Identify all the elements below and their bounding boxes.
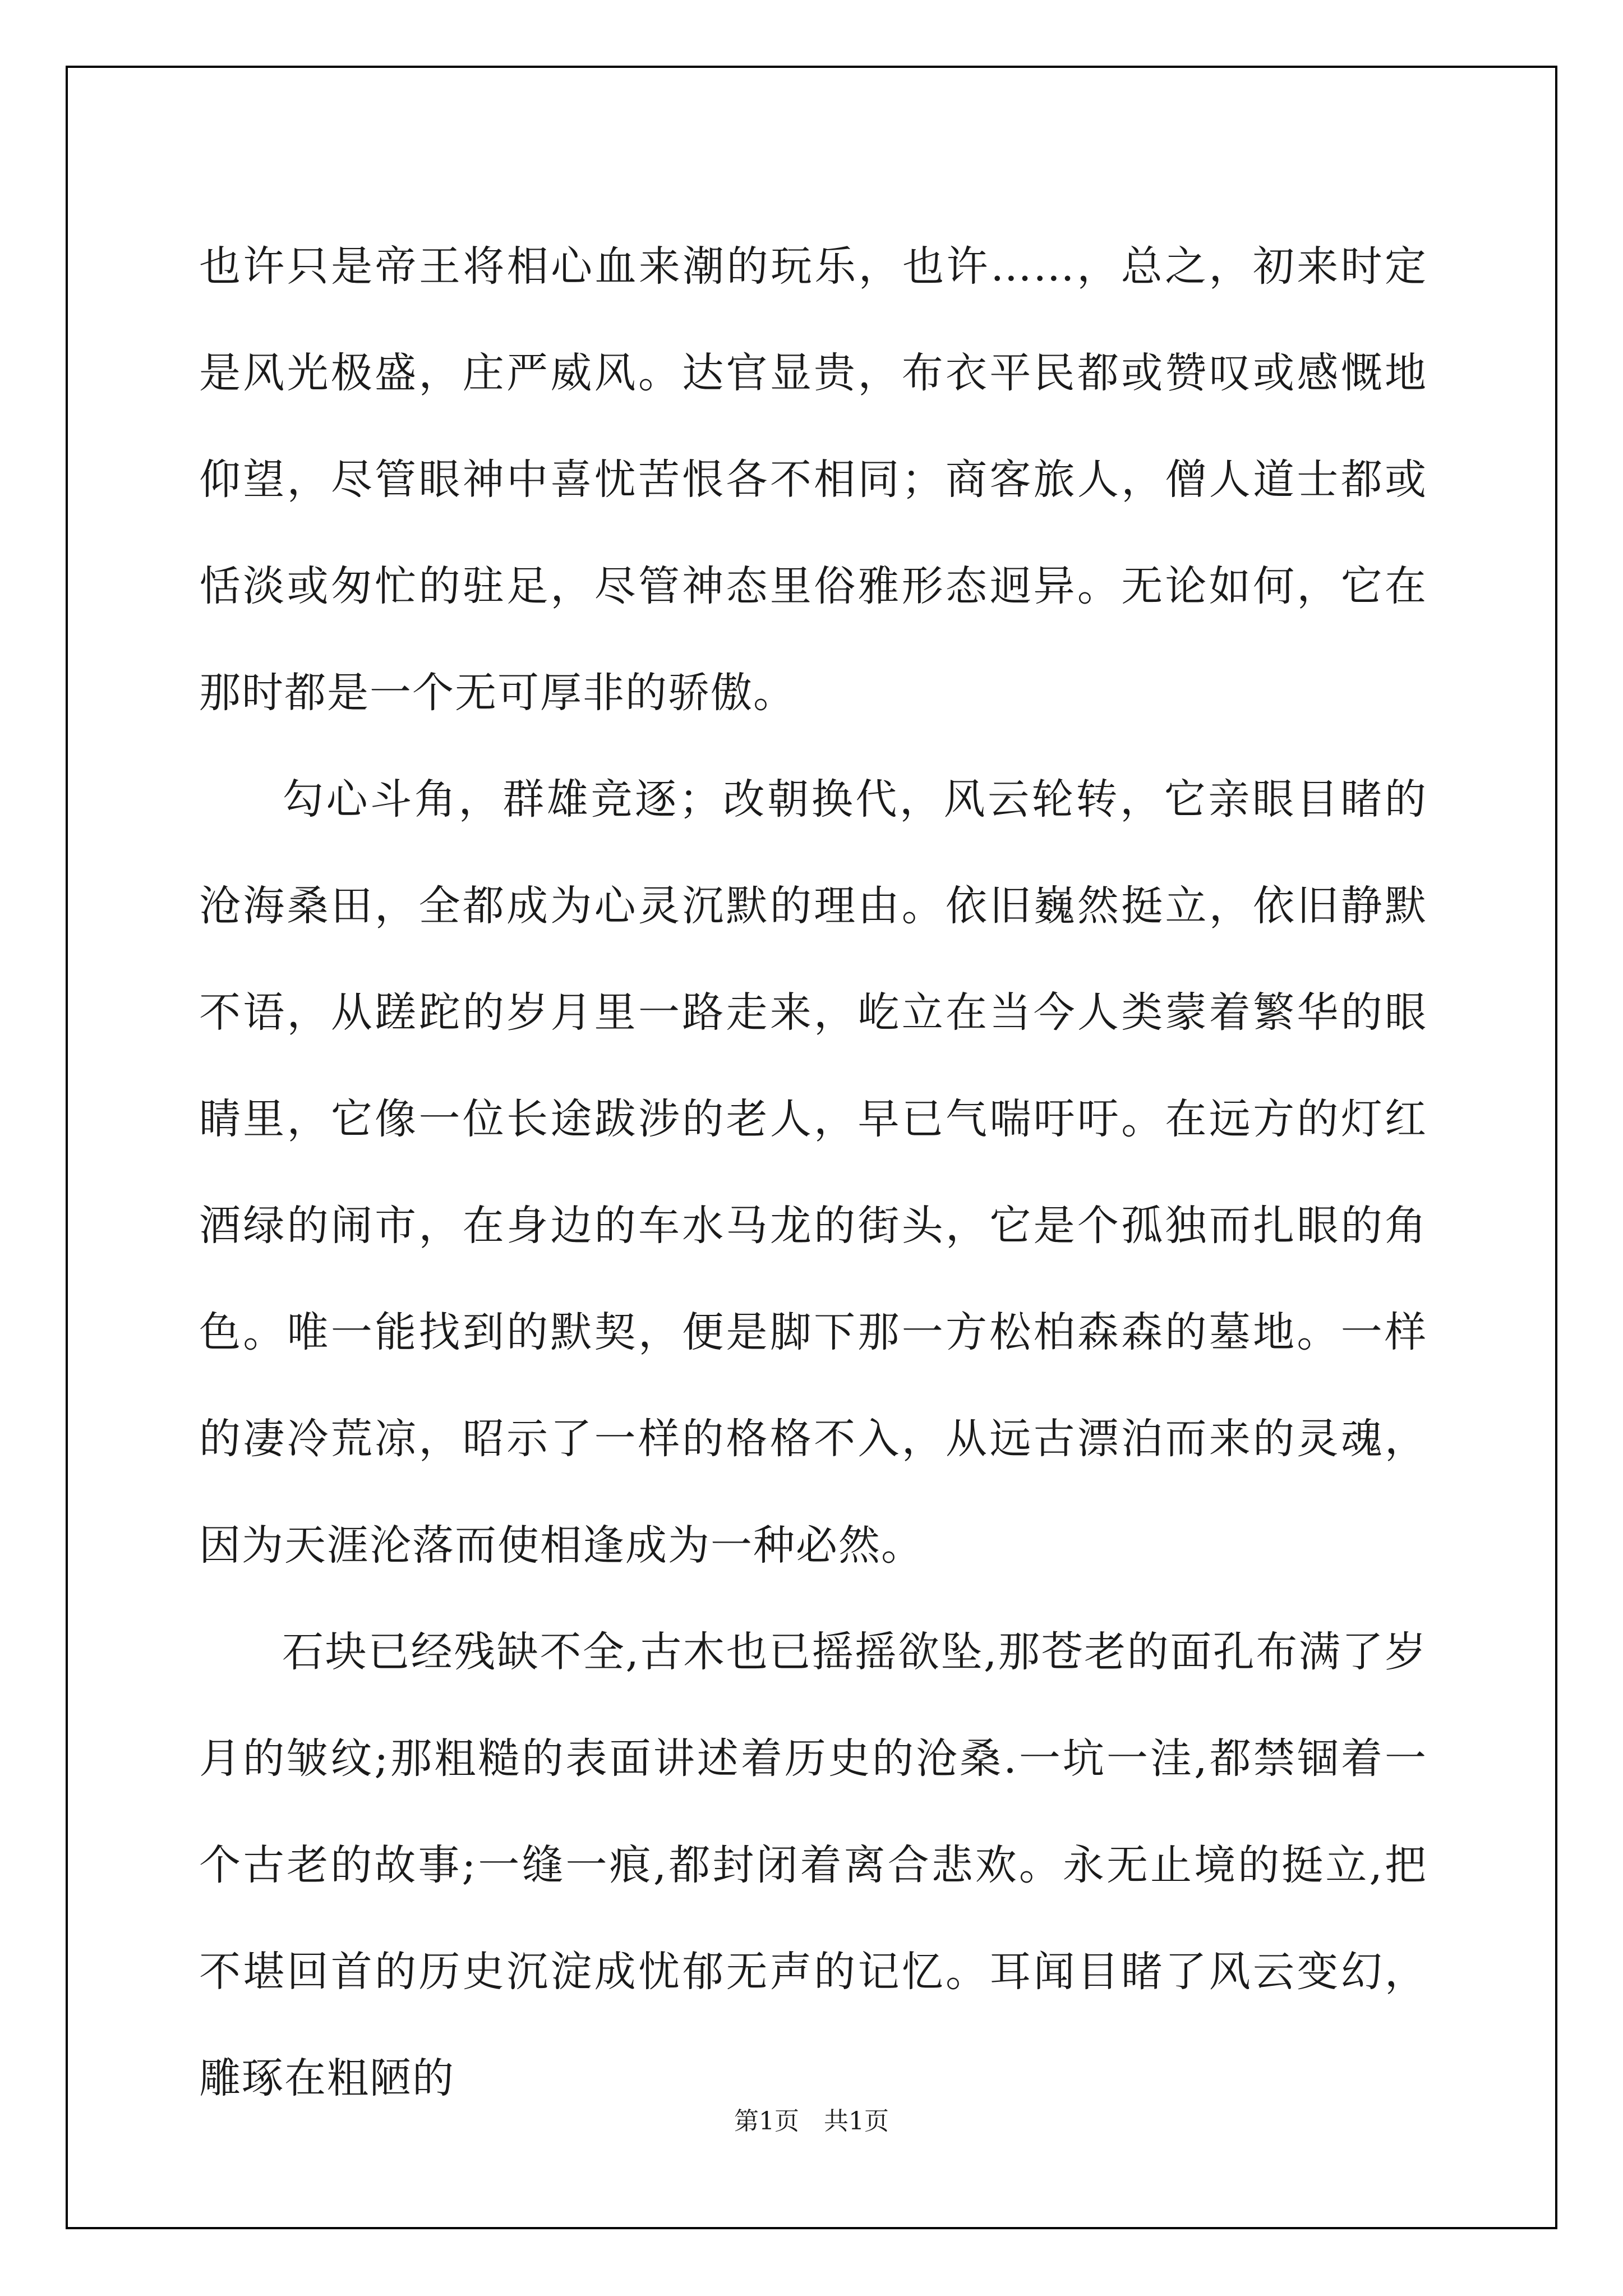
paragraph-1: 也许只是帝王将相心血来潮的玩乐，也许……，总之，初来时定是风光极盛，庄严威风。达官显贵，布衣平民都或赞叹或感慨地仰望，尽管眼神中喜忧苦恨各不相同；商客旅人，僧人道士都或恬淡或匆忙的驻足，尽管神态里俗雅形态迥异。无论如何，它在那时都是一个无可厚非的骄傲。 bbox=[199, 242, 1427, 717]
page-footer bbox=[0, 2105, 1623, 2138]
document-body bbox=[199, 213, 1427, 2132]
paragraph-2: 勾心斗角，群雄竞逐；改朝换代，风云轮转，它亲眼目睹的沧海桑田，全都成为心灵沉默的理由。依旧巍然挺立，依旧静默不语，从蹉跎的岁月里一路走来，屹立在当今人类蒙着繁华的眼睛里，它像一位长途跋涉的老人，早已气喘吁吁。在远方的灯红酒绿的闹市，在身边的车水马龙的街头，它是个孤独而扎眼的角色。唯一能找到的默契，便是脚下那一方松柏森森的墓地。一样的凄冷荒凉，昭示了一样的格格不入，从远古漂泊而来的灵魂，因为天涯沦落而使相逢成为一种必然。 bbox=[199, 775, 1427, 1570]
page-number-label: 第1页 共1页 bbox=[734, 2107, 889, 2136]
paragraph-3: 石块已经残缺不全,古木也已摇摇欲坠,那苍老的面孔布满了岁月的皱纹;那粗糙的表面讲述着历史的沧桑.一坑一洼,都禁锢着一个古老的故事;一缝一痕,都封闭着离合悲欢。永无止境的挺立,把不堪回首的历史沉淀成忧郁无声的记忆。耳闻目睹了风云变幻，雕琢在粗陋的 bbox=[199, 1628, 1427, 2102]
